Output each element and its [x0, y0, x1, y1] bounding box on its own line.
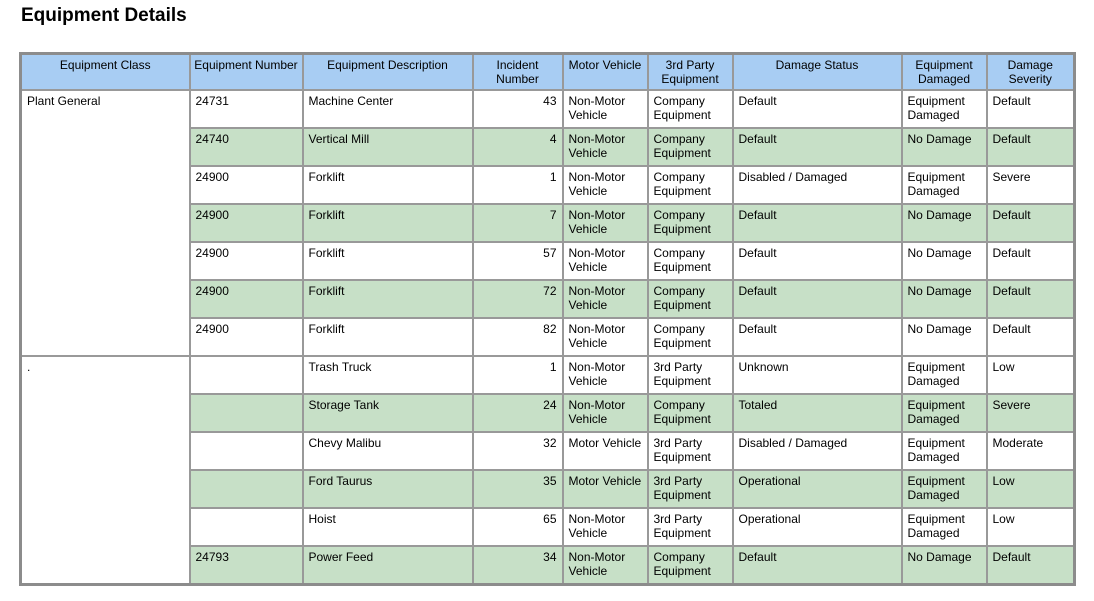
damage-severity-cell: Default — [987, 280, 1075, 318]
damage-severity-cell: Moderate — [987, 432, 1075, 470]
incident-number-cell: 65 — [473, 508, 563, 546]
page-title: Equipment Details — [21, 5, 187, 26]
damage-status-cell: Default — [733, 90, 902, 128]
third-party-cell: Company Equipment — [648, 318, 733, 356]
motor-vehicle-cell: Non-Motor Vehicle — [563, 90, 648, 128]
equipment-number-cell: 24900 — [190, 166, 303, 204]
damage-status-cell: Default — [733, 204, 902, 242]
equipment-damaged-cell: Equipment Damaged — [902, 470, 987, 508]
equipment-damaged-cell: No Damage — [902, 204, 987, 242]
motor-vehicle-cell: Non-Motor Vehicle — [563, 508, 648, 546]
column-header-damage-severity: Damage Severity — [987, 54, 1075, 91]
third-party-cell: 3rd Party Equipment — [648, 508, 733, 546]
damage-status-cell: Disabled / Damaged — [733, 166, 902, 204]
motor-vehicle-cell: Motor Vehicle — [563, 470, 648, 508]
damage-status-cell: Totaled — [733, 394, 902, 432]
table-row — [21, 356, 1075, 394]
equipment-description-cell: Storage Tank — [303, 394, 473, 432]
motor-vehicle-cell: Non-Motor Vehicle — [563, 166, 648, 204]
equipment-description-cell: Power Feed — [303, 546, 473, 585]
equipment-description-cell: Forklift — [303, 318, 473, 356]
incident-number-cell: 32 — [473, 432, 563, 470]
incident-number-cell: 82 — [473, 318, 563, 356]
incident-number-cell: 57 — [473, 242, 563, 280]
damage-severity-cell: Severe — [987, 166, 1075, 204]
equipment-table — [19, 52, 1076, 586]
damage-severity-cell: Default — [987, 204, 1075, 242]
equipment-description-cell: Chevy Malibu — [303, 432, 473, 470]
equipment-number-cell: 24900 — [190, 318, 303, 356]
third-party-cell: 3rd Party Equipment — [648, 470, 733, 508]
incident-number-cell: 4 — [473, 128, 563, 166]
column-header-motor-vehicle: Motor Vehicle — [563, 54, 648, 91]
third-party-cell: 3rd Party Equipment — [648, 356, 733, 394]
damage-severity-cell: Low — [987, 470, 1075, 508]
incident-number-cell: 35 — [473, 470, 563, 508]
motor-vehicle-cell: Non-Motor Vehicle — [563, 394, 648, 432]
damage-status-cell: Default — [733, 546, 902, 585]
table-row — [21, 90, 1075, 128]
equipment-description-cell: Forklift — [303, 280, 473, 318]
equipment-damaged-cell: Equipment Damaged — [902, 508, 987, 546]
damage-status-cell: Default — [733, 242, 902, 280]
equipment-description-cell: Forklift — [303, 242, 473, 280]
equipment-number-cell: 24900 — [190, 204, 303, 242]
equipment-damaged-cell: Equipment Damaged — [902, 394, 987, 432]
equipment-number-cell — [190, 394, 303, 432]
third-party-cell: Company Equipment — [648, 90, 733, 128]
damage-severity-cell: Severe — [987, 394, 1075, 432]
incident-number-cell: 43 — [473, 90, 563, 128]
equipment-description-cell: Forklift — [303, 166, 473, 204]
equipment-damaged-cell: No Damage — [902, 546, 987, 585]
equipment-damaged-cell: No Damage — [902, 318, 987, 356]
third-party-cell: Company Equipment — [648, 166, 733, 204]
third-party-cell: Company Equipment — [648, 128, 733, 166]
equipment-number-cell — [190, 470, 303, 508]
equipment-number-cell: 24793 — [190, 546, 303, 585]
equipment-number-cell: 24900 — [190, 280, 303, 318]
damage-status-cell: Default — [733, 318, 902, 356]
motor-vehicle-cell: Non-Motor Vehicle — [563, 204, 648, 242]
column-header-damage-status: Damage Status — [733, 54, 902, 91]
incident-number-cell: 7 — [473, 204, 563, 242]
equipment-damaged-cell: No Damage — [902, 128, 987, 166]
equipment-damaged-cell: Equipment Damaged — [902, 166, 987, 204]
damage-severity-cell: Default — [987, 546, 1075, 585]
equipment-damaged-cell: No Damage — [902, 280, 987, 318]
third-party-cell: Company Equipment — [648, 280, 733, 318]
equipment-description-cell: Forklift — [303, 204, 473, 242]
incident-number-cell: 24 — [473, 394, 563, 432]
equipment-class-cell: Plant General — [21, 90, 190, 356]
damage-status-cell: Operational — [733, 470, 902, 508]
column-header-equipment-class: Equipment Class — [21, 54, 190, 91]
column-header-equipment-damaged: Equipment Damaged — [902, 54, 987, 91]
motor-vehicle-cell: Non-Motor Vehicle — [563, 242, 648, 280]
motor-vehicle-cell: Non-Motor Vehicle — [563, 128, 648, 166]
column-header-third-party: 3rd Party Equipment — [648, 54, 733, 91]
motor-vehicle-cell: Non-Motor Vehicle — [563, 318, 648, 356]
equipment-damaged-cell: Equipment Damaged — [902, 90, 987, 128]
third-party-cell: 3rd Party Equipment — [648, 432, 733, 470]
damage-severity-cell: Default — [987, 128, 1075, 166]
column-header-incident-number: Incident Number — [473, 54, 563, 91]
third-party-cell: Company Equipment — [648, 546, 733, 585]
damage-status-cell: Disabled / Damaged — [733, 432, 902, 470]
third-party-cell: Company Equipment — [648, 242, 733, 280]
incident-number-cell: 1 — [473, 356, 563, 394]
damage-severity-cell: Low — [987, 356, 1075, 394]
damage-severity-cell: Default — [987, 318, 1075, 356]
equipment-class-cell: . — [21, 356, 190, 585]
damage-severity-cell: Default — [987, 90, 1075, 128]
motor-vehicle-cell: Non-Motor Vehicle — [563, 280, 648, 318]
incident-number-cell: 1 — [473, 166, 563, 204]
equipment-damaged-cell: Equipment Damaged — [902, 356, 987, 394]
equipment-description-cell: Trash Truck — [303, 356, 473, 394]
damage-severity-cell: Default — [987, 242, 1075, 280]
damage-status-cell: Unknown — [733, 356, 902, 394]
equipment-damaged-cell: Equipment Damaged — [902, 432, 987, 470]
equipment-damaged-cell: No Damage — [902, 242, 987, 280]
column-header-equipment-description: Equipment Description — [303, 54, 473, 91]
equipment-description-cell: Ford Taurus — [303, 470, 473, 508]
equipment-number-cell: 24740 — [190, 128, 303, 166]
third-party-cell: Company Equipment — [648, 204, 733, 242]
incident-number-cell: 72 — [473, 280, 563, 318]
third-party-cell: Company Equipment — [648, 394, 733, 432]
damage-status-cell: Default — [733, 280, 902, 318]
damage-status-cell: Default — [733, 128, 902, 166]
equipment-number-cell — [190, 508, 303, 546]
equipment-description-cell: Vertical Mill — [303, 128, 473, 166]
equipment-number-cell: 24900 — [190, 242, 303, 280]
equipment-number-cell — [190, 356, 303, 394]
header-row — [21, 54, 1075, 91]
column-header-equipment-number: Equipment Number — [190, 54, 303, 91]
motor-vehicle-cell: Non-Motor Vehicle — [563, 546, 648, 585]
damage-severity-cell: Low — [987, 508, 1075, 546]
equipment-description-cell: Hoist — [303, 508, 473, 546]
equipment-description-cell: Machine Center — [303, 90, 473, 128]
damage-status-cell: Operational — [733, 508, 902, 546]
motor-vehicle-cell: Motor Vehicle — [563, 432, 648, 470]
incident-number-cell: 34 — [473, 546, 563, 585]
motor-vehicle-cell: Non-Motor Vehicle — [563, 356, 648, 394]
equipment-number-cell: 24731 — [190, 90, 303, 128]
table-body — [21, 90, 1075, 585]
equipment-number-cell — [190, 432, 303, 470]
